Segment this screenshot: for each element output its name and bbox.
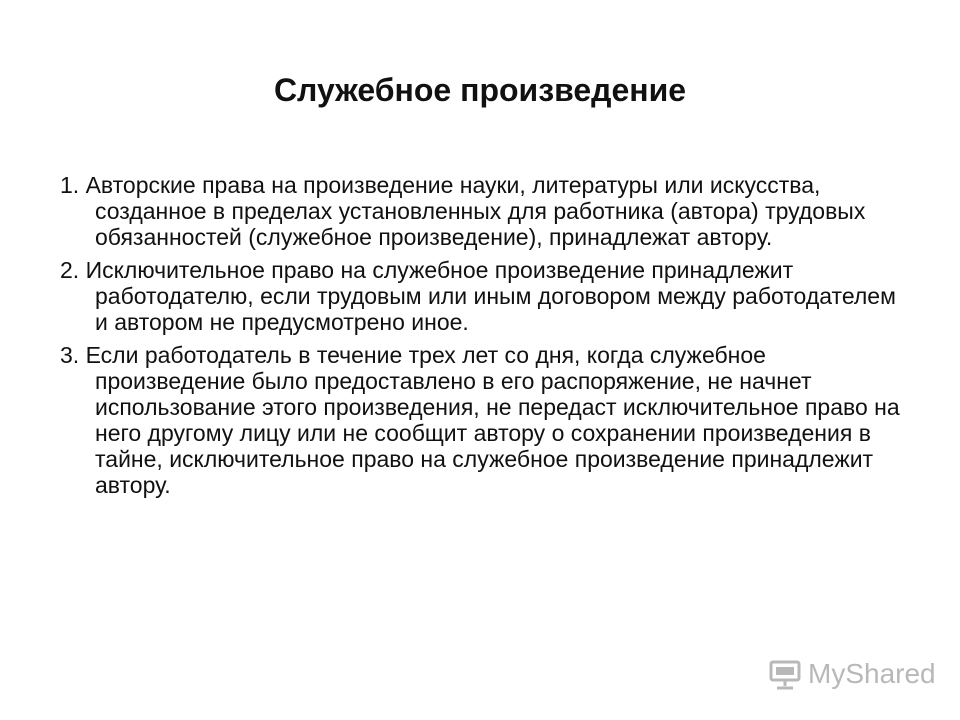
slide-title: Служебное произведение bbox=[273, 72, 687, 108]
myshared-watermark bbox=[768, 656, 936, 692]
slide-content bbox=[60, 172, 900, 505]
paragraph-1: 1. Авторские права на произведение науки, литературы или искусства, созданное в пределах установленных для работника (автора) трудовых обязанностей (служебное произведение), принадлежат автору. bbox=[60, 172, 866, 250]
paragraph-2: 2. Исключительное право на служебное произведение принадлежит работодателю, если трудовым или иным договором между работодателем и автором не предусмотрено иное. bbox=[60, 257, 896, 335]
presentation-board-icon bbox=[768, 658, 802, 690]
watermark-text: MyShared bbox=[808, 658, 936, 689]
paragraph-3: 3. Если работодатель в течение трех лет со дня, когда служебное произведение было предоставлено в его распоряжение, не начнет использование этого произведения, не передаст исключительное право на него другому лицу или не сообщит автору о сохранении произведения в тайне, исключительное право на служебное произведение принадлежит автору. bbox=[60, 342, 900, 498]
